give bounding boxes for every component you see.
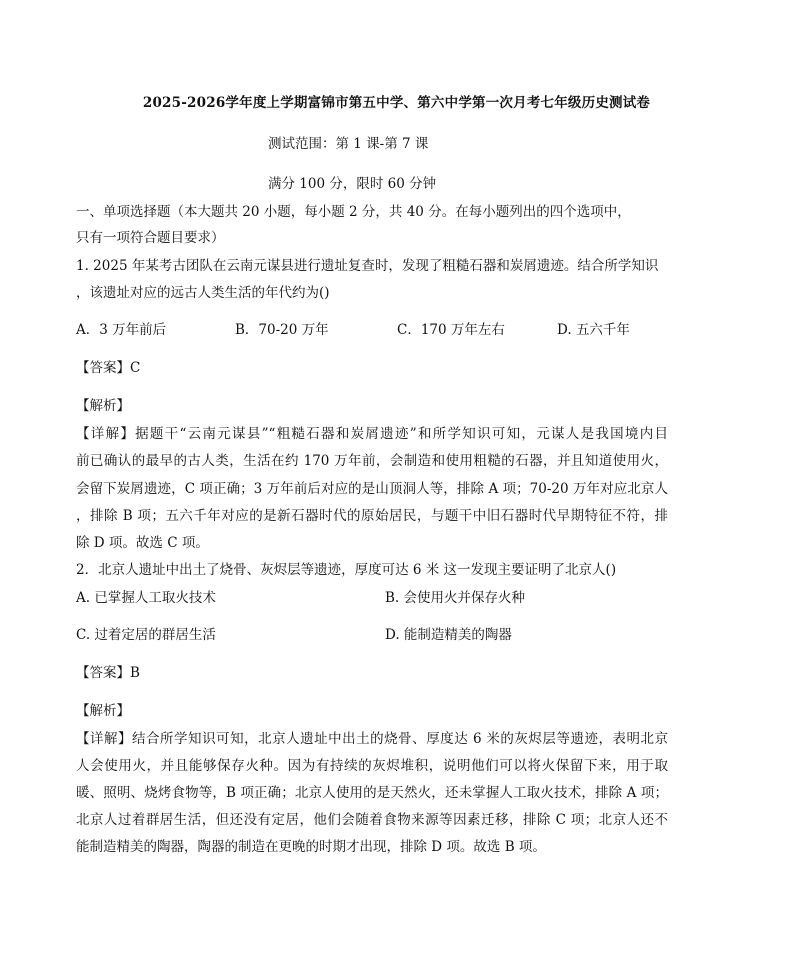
q1-option-c: C．170 万年左右 [397, 322, 505, 338]
q2-option-b: B. 会使用火并保存火种 [385, 590, 526, 606]
section-heading-line1: 一、单项选择题（本大题共 20 小题，每小题 2 分，共 40 分。在每小题列出的四个选项中， [76, 204, 631, 220]
q1-detail-line: 除 D 项。故选 C 项。 [76, 535, 209, 551]
q1-stem-line1: 1. 2025 年某考古团队在云南元谋县进行遗址复查时，发现了粗糙石器和炭屑遗迹。结合所学知识 [76, 258, 659, 274]
q1-detail-line: 前已确认的最早的古人类，生活在约 170 万年前，会制造和使用粗糙的石器，并且知道使用火， [76, 453, 668, 469]
test-range: 测试范围：第 1 课-第 7 课 [268, 136, 429, 152]
q2-option-d: D. 能制造精美的陶器 [385, 627, 512, 643]
q1-stem-line2: ，该遗址对应的远古人类生活的年代约为() [76, 285, 330, 301]
q2-detail-line: 暖、照明、烧烤食物等，B 项正确；北京人使用的是天然火，还未掌握人工取火技术，排除 A 项； [76, 785, 668, 801]
q1-detail-line: 【详解】据题干“云南元谋县”“粗糙石器和炭屑遗迹”和所学知识可知，元谋人是我国境内目 [76, 426, 668, 442]
q2-analysis-label: 【解析】 [76, 703, 130, 719]
q2-option-a: A. 已掌握人工取火技术 [76, 590, 216, 606]
q1-answer: 【答案】C [76, 360, 141, 376]
q2-stem: 2．北京人遗址中出土了烧骨、灰烬层等遗迹，厚度可达 6 米 这一发现主要证明了北京人() [76, 562, 617, 578]
q2-detail-line: 能制造精美的陶器，陶器的制造在更晚的时期才出现，排除 D 项。故选 B 项。 [76, 839, 546, 855]
q1-analysis-label: 【解析】 [76, 398, 130, 414]
q2-detail-line: 北京人过着群居生活，但还没有定居，他们会随着食物来源等因素迁移，排除 C 项；北京人还不 [76, 812, 668, 828]
q2-detail-line: 人会使用火，并且能够保存火种。因为有持续的灰烬堆积，说明他们可以将火保留下来，用于取 [76, 758, 668, 774]
q1-option-b: B．70-20 万年 [235, 322, 329, 338]
q1-detail-line: 会留下炭屑遗迹，C 项正确；3 万年前后对应的是山顶洞人等，排除 A 项；70-20 万年对应北京人 [76, 481, 668, 497]
q1-detail-line: ，排除 B 项；五六千年对应的是新石器时代的原始居民，与题干中旧石器时代早期特征不符，排 [76, 508, 668, 524]
page-title: 2025-2026学年度上学期富锦市第五中学、第六中学第一次月考七年级历史测试卷 [142, 95, 651, 111]
q1-option-d: D. 五六千年 [557, 322, 630, 338]
q2-answer: 【答案】B [76, 665, 140, 681]
score-time: 满分 100 分，限时 60 分钟 [268, 176, 437, 192]
section-heading-line2: 只有一项符合题目要求） [76, 230, 225, 246]
q2-option-c: C. 过着定居的群居生活 [76, 627, 216, 643]
q2-detail-line: 【详解】结合所学知识可知，北京人遗址中出土的烧骨、厚度达 6 米的灰烬层等遗迹，表明北京 [76, 731, 668, 747]
q1-option-a: A．3 万年前后 [76, 322, 167, 338]
